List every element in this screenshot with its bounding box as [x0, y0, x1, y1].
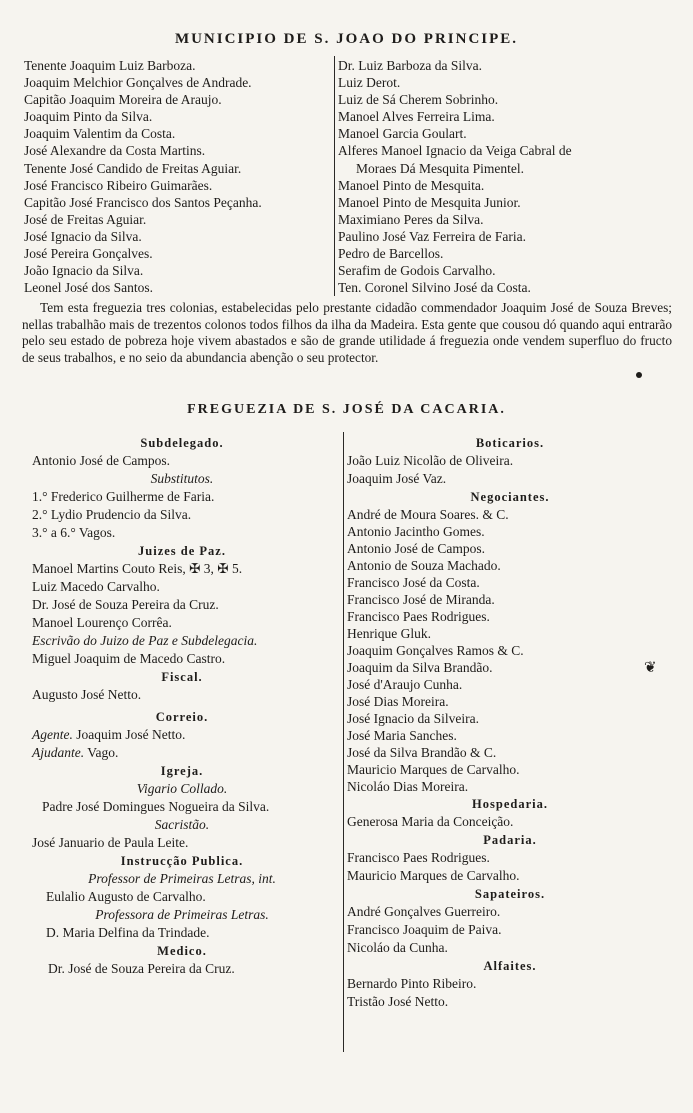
list-item: Antonio José de Campos.	[32, 453, 170, 468]
list-item: Alferes Manoel Ignacio da Veiga Cabral de	[338, 143, 572, 159]
list-item: Joaquim Melchior Gonçalves de Andrade.	[24, 75, 252, 91]
list-item: Francisco José de Miranda.	[347, 592, 495, 607]
column-divider	[343, 432, 344, 1052]
list-item: Joaquim José Vaz.	[347, 471, 447, 486]
freguezia-title: FREGUEZIA DE S. JOSÉ DA CACARIA.	[187, 402, 506, 417]
list-item: Antonio José de Campos.	[347, 541, 485, 556]
list-item: Dr. José de Souza Pereira da Cruz.	[32, 597, 219, 612]
list-item: Mauricio Marques de Carvalho.	[347, 762, 520, 777]
list-item: Joaquim Pinto da Silva.	[24, 109, 153, 125]
list-item: Ten. Coronel Silvino José da Costa.	[338, 280, 531, 296]
section-heading: Fiscal.	[161, 670, 203, 684]
ink-dot-mark	[636, 372, 642, 378]
list-item: Manoel Lourenço Corrêa.	[32, 615, 172, 630]
section-heading: Alfaites.	[483, 959, 537, 973]
list-item: João Ignacio da Silva.	[24, 263, 144, 279]
paragraph-text: Tem esta freguezia tres colonias, estabelecidas pelo prestante cidadão commendador Joaquim José de Souza Breves; nellas trabalhão mais de trezentos colonos todos filhos da ilha da Madeira. Esta gente que cousou dó quando aqui entrarão pelo seu estado de pobreza hoje vivem abastados e são de grande utilidade á freguezia onde vendem superfluo do fructo de seus trabalhos, e no seio da abundancia abenção o seu protector.	[22, 300, 672, 365]
list-item: Dr. José de Souza Pereira da Cruz.	[48, 961, 235, 976]
list-item: Moraes Dá Mesquita Pimentel.	[356, 160, 524, 176]
list-item: José d'Araujo Cunha.	[347, 677, 463, 692]
list-item: Francisco Paes Rodrigues.	[347, 609, 490, 624]
list-item: Manoel Garcia Goulart.	[338, 126, 467, 142]
list-item: 2.° Lydio Prudencio da Silva.	[32, 507, 192, 522]
list-item: José Francisco Ribeiro Guimarães.	[24, 177, 213, 193]
freguezia-left-column	[24, 434, 340, 978]
agente-label: Agente.	[32, 727, 73, 742]
list-item: João Luiz Nicolão de Oliveira.	[347, 453, 514, 468]
list-item: Nicoláo da Cunha.	[347, 940, 448, 955]
list-item: Luiz Derot.	[338, 75, 401, 91]
section-heading: Subdelegado.	[140, 436, 224, 450]
list-item: Manoel Pinto de Mesquita.	[338, 177, 485, 193]
list-item: Tenente Joaquim Luiz Barboza.	[24, 58, 196, 73]
section-heading: Negociantes.	[470, 490, 550, 504]
list-item: Maximiano Peres da Silva.	[338, 211, 484, 227]
ajudante-label: Ajudante.	[32, 745, 85, 760]
section-heading: Padaria.	[483, 833, 537, 847]
list-item: 1.° Frederico Guilherme de Faria.	[32, 489, 215, 504]
list-item: Dr. Luiz Barboza da Silva.	[338, 58, 482, 73]
list-item: José Alexandre da Costa Martins.	[24, 143, 206, 159]
list-item: Luiz Macedo Carvalho.	[32, 579, 160, 594]
list-item: Pedro de Barcellos.	[338, 246, 444, 262]
list-item: Serafim de Godois Carvalho.	[338, 263, 496, 279]
list-item: José da Silva Brandão & C.	[347, 745, 497, 760]
list-item: Miguel Joaquim de Macedo Castro.	[32, 651, 226, 666]
section-heading: Correio.	[155, 710, 209, 724]
section-label: Substitutos.	[150, 471, 214, 486]
list-item: Francisco Joaquim de Paiva.	[347, 922, 502, 937]
section-heading: Sapateiros.	[474, 887, 546, 901]
list-item: Generosa Maria da Conceição.	[347, 814, 514, 829]
section-label: Sacristão.	[154, 817, 210, 832]
list-item: José Dias Moreira.	[347, 694, 449, 709]
section-heading: Instrucção Publica.	[120, 854, 244, 868]
list-item: Luiz de Sá Cherem Sobrinho.	[338, 92, 499, 108]
section-label: Professor de Primeiras Letras, int.	[88, 871, 276, 886]
freguezia-right-column	[347, 434, 673, 1011]
list-item: Joaquim Gonçalves Ramos & C.	[347, 643, 524, 658]
list-item: Capitão José Francisco dos Santos Peçanha.	[24, 194, 262, 210]
section-heading: Igreja.	[160, 764, 204, 778]
list-item: Henrique Gluk.	[347, 626, 431, 641]
list-item: 3.° a 6.° Vagos.	[32, 525, 116, 540]
list-item: José Pereira Gonçalves.	[24, 246, 153, 262]
column-divider	[334, 56, 335, 296]
section-heading: Boticarios.	[475, 436, 545, 450]
section-heading: Medico.	[157, 944, 207, 958]
list-item: Manoel Martins Couto Reis, ✠ 3, ✠ 5.	[32, 561, 243, 576]
list-item: José Ignacio da Silva.	[24, 228, 142, 244]
agente-value: Joaquim José Netto.	[76, 727, 186, 742]
section-heading: Juizes de Paz.	[138, 544, 226, 558]
colonias-paragraph	[22, 300, 672, 366]
list-item: José Maria Sanches.	[347, 728, 457, 743]
municipio-title: MUNICIPIO DE S. JOAO DO PRINCIPE.	[174, 31, 519, 47]
list-item: José de Freitas Aguiar.	[24, 211, 147, 227]
list-item: Francisco Paes Rodrigues.	[347, 850, 490, 865]
list-item: D. Maria Delfina da Trindade.	[46, 925, 210, 940]
list-item: Augusto José Netto.	[32, 687, 142, 702]
section-label: Professora de Primeiras Letras.	[95, 907, 269, 922]
list-item	[24, 726, 340, 744]
list-item: Eulalio Augusto de Carvalho.	[46, 889, 206, 904]
list-item: Joaquim Valentim da Costa.	[24, 126, 176, 142]
list-item: Capitão Joaquim Moreira de Araujo.	[24, 92, 222, 108]
list-item: Paulino José Vaz Ferreira de Faria.	[338, 228, 526, 244]
list-item: José Ignacio da Silveira.	[347, 711, 479, 726]
section-label: Escrivão do Juizo de Paz e Subdelegacia.	[32, 633, 258, 648]
list-item: Antonio Jacintho Gomes.	[347, 524, 485, 539]
list-item: Tenente José Candido de Freitas Aguiar.	[24, 160, 242, 176]
list-item: Leonel José dos Santos.	[24, 280, 153, 296]
list-item: Bernardo Pinto Ribeiro.	[347, 976, 477, 991]
section-heading: Hospedaria.	[472, 797, 548, 811]
ink-scribble-mark: ❦	[644, 660, 657, 676]
section-label: Vigario Collado.	[136, 781, 228, 796]
list-item: Joaquim da Silva Brandão.	[347, 660, 493, 675]
municipio-right-list	[338, 57, 673, 296]
list-item: Nicoláo Dias Moreira.	[347, 779, 469, 794]
list-item: André de Moura Soares. & C.	[347, 507, 509, 522]
list-item: Mauricio Marques de Carvalho.	[347, 868, 520, 883]
list-item: Tristão José Netto.	[347, 994, 449, 1009]
municipio-left-list	[24, 57, 330, 296]
list-item: André Gonçalves Guerreiro.	[347, 904, 501, 919]
list-item: Manoel Pinto de Mesquita Junior.	[338, 194, 521, 210]
list-item	[24, 744, 340, 762]
ajudante-value: Vago.	[87, 745, 119, 760]
list-item: Manoel Alves Ferreira Lima.	[338, 109, 495, 125]
list-item: Antonio de Souza Machado.	[347, 558, 501, 573]
list-item: Francisco José da Costa.	[347, 575, 480, 590]
list-item: José Januario de Paula Leite.	[32, 835, 189, 850]
list-item: Padre José Domingues Nogueira da Silva.	[42, 799, 270, 814]
